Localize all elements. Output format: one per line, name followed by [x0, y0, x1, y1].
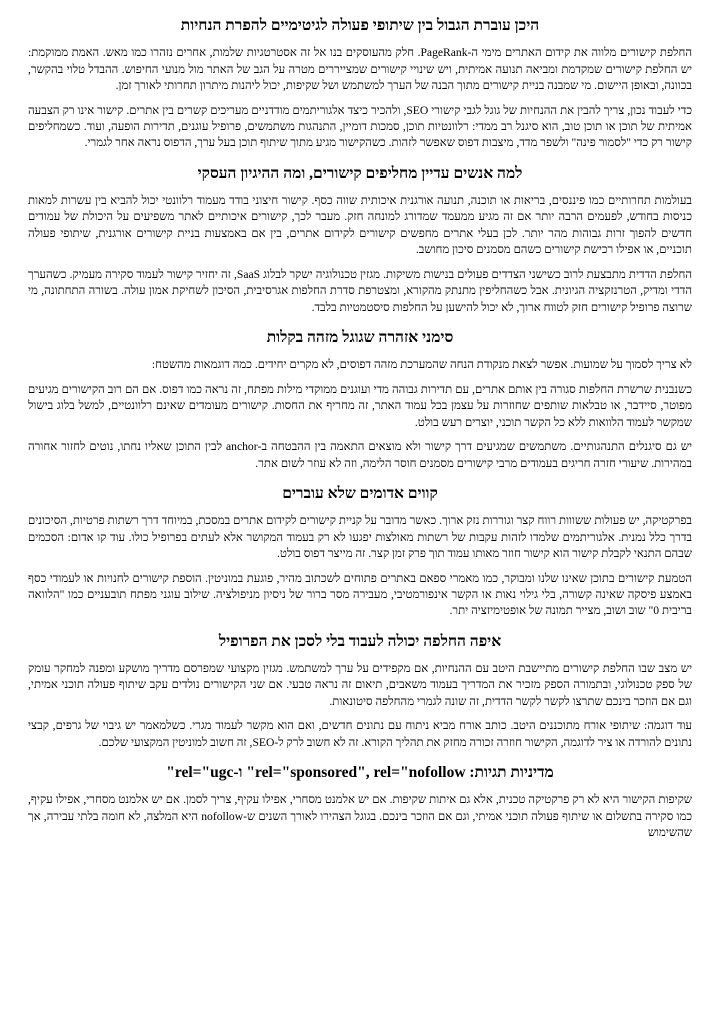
section-heading: סימני אזהרה שגוגל מזהה בקלות	[266, 329, 454, 347]
paragraph: כשנבנית שרשרת החלפות סגורה בין אותם אתרים, עם תדירות גבוהה מדי ועוגנים ממוקדי מילות מפתח, זה נראה כמו דפוס. אם הם רוב הקישורים מגיעים מפוטר, סיידבר, או טבלאות שותפים שחוזרות על עצמן בכל עמוד האתר, זה מחריף את החסות. קישורים מעומדים שאינם רלוונטיים, למשל בלוג בישול שמקשר לעמוד הלוואות ללא כל הקשר תוכני, יוצרים רעש בולט.	[28, 382, 692, 429]
document-section	[28, 763, 692, 842]
paragraph: בפרקטיקה, יש פעולות ששווות רווח קצר וגוררות נזק ארוך. כאשר מדובר על קניית קישורים לקידום אתרים במסכת, במיוחד דרך רשתות פרטיות, הסיכונים בדרך כלל נמנית. אלגוריתמים שלמדו לזהות עקבות של רשתות מאולצות יפגעו לא רק בעמוד המקושר אלא לעתים בפרופיל כולו. עוד קו אדום: הסכמים שבהם התנאי לקבלת קישור הוא קישור חוזר מאותו עמוד תוך פרק זמן קצר. זה מייצר דפוס בולט.	[28, 514, 692, 561]
document-section	[28, 632, 692, 751]
section-body	[28, 513, 692, 620]
document-section	[28, 16, 692, 152]
section-heading: למה אנשים עדיין מחליפים קישורים, ומה ההיגיון העסקי	[197, 164, 523, 182]
section-body	[28, 45, 692, 152]
document-section	[28, 328, 692, 472]
paragraph: שקיפות הקישור היא לא רק פרקטיקה טכנית, אלא גם איתות שקיפות. אם יש אלמנט מסחרי, אפילו עקיף, צריך לסמן. אם יש אלמנט מסחרי, אפילו עקיף, כמו סקירה בתשלום או שיתוף פעולה תוכני אמיתי, וגם אם הוזכר בינכם. בגוגל הצהירו לאורך השנים ש-nofollow היא המלצה, לא חומה בלתי עבירה, אך שהשימוש	[28, 793, 692, 840]
section-body	[28, 661, 692, 751]
section-heading: מדיניות תגיות: rel="sponsored", rel="nofollow" ו-rel="ugc"	[166, 764, 554, 782]
section-body	[28, 193, 692, 316]
paragraph: החלפת קישורים מלווה את קידום האתרים מימי ה-PageRank. חלק מהעוסקים בנו אל זה אסטרטגיות שלמות, אחרים נזהרו כמו מאש. האמת ממוקמת: יש החלפת קישורים שמקדמת ומביאה תנועה אמיתית, ויש שינויי קישורים שמצייררים מטרה על הגב של האתר מול מנועי החיפוש. ההבדל טלוי בהקשר, בכוונה, ובאופן היישום. מי שמבנה בניית קישורים מתוך הבנה של הערך למשתמש ושל שקיפות, יכול ליהנות מיתרון תחרותי לאורך זמן.	[28, 46, 693, 93]
document-section	[28, 164, 692, 316]
paragraph: לא צריך לסמוך על שמועות. אפשר לצאת מנקודת הנחה שהמערכת מזהה דפוסים, לא מקרים יחידים. כמה דוגמאות מהשטח:	[151, 358, 692, 372]
paragraph: כדי לעבוד נכון, צריך להבין את ההנחיות של גוגל לגבי קישורי SEO, ולהכיר כיצד אלגוריתמים מודדניים מעריכים קשרים בין אתרים. קישור אינו רק הצבעה אמיתית של תוכן או תוכן טוב, הוא סיגנל רב ממדי: רלוונטיות תוכן, סמכות דומיין, התנהגות משתמשים, פרופיל עוגנים, תדירות הופעה, ועוד. כשמחליפים קישור רק כדי "לסמור פינה" ולשפר מדד, מיצבות דפוס שאפשר לזהות. כשהקישור מגיע מתוך שיתוף תוכן בעל ערך, הדפוס נראה אחר לגמרי.	[28, 103, 692, 150]
section-heading: קווים אדומים שלא עוברים	[282, 485, 438, 503]
paragraph: יש גם סיגנלים התנהגותיים. משתמשים שמגיעים דרך קישור ולא מוצאים התאמה בין ההבטחה ב-anchor לבין התוכן שאליו נחתו, נוטים לחזור אחורה במהירות. שיעורי חזרה חריגים בעמודים מרבי קישורים מסמנים חוסר הלימה, וזה לא עוזר לשום אתר.	[28, 440, 692, 470]
section-body	[28, 792, 692, 841]
paragraph: הטמעת קישורים בתוכן שאינו שלנו ומבוקר, כמו מאמרי ספאם באתרים פתוחים לשכתוב מהיר, פוגעת במוניטין. הוספת קישורים לחנויות או לעמודי כסף באמצע פיסקה שאינה קשורה, בלי גילוי נאות או הקשר אינפורמטיבי, מעבירה מסר ברור של ניסיון מניפולציה. שילוב עוגני מפתח תובעניים כמו "הלוואה בריבית 0" שוב ושוב, מצייר תמונה של אופטימיזציה יתר.	[28, 571, 692, 618]
paragraph: בעולמות תחרותיים כמו פיננסים, בריאות או תוכנה, תנועה אורגנית איכותית שווה כסף. קישור חיצוני בודד מעמוד רלוונטי יכול להביא בין עשרות למאות כניסות בחודש, לפעמים הרבה יותר אם זה מגיע ממעמד שמדורג למונחה חזק. מעבר לכך, קישורים איכותיים לאתר משפיעים על היכולת של עמודים חדשים להפוך זרות גבוהות מהר יותר. לכן בעלי אתרים מחפשים קישורים לקידום אתרים, בין אם באמצעות בניית קישורים אורגנית, שיתופי פעולה תוכניים, או אפילו רכישת קישורים כשהם מסמנים סיכון מחושב.	[28, 194, 692, 257]
section-body	[28, 357, 692, 472]
paragraph: יש מצב שבו החלפת קישורים מתיישבת היטב עם ההנחיות, אם מקפידים על ערך למשתמש. מגזין מקצועי שמפרסם מדריך מושקע ומפנה למחקר עומק של ספק טכנולוגי, ובתמורה הספק מזכיר את המדריך בעמוד משאבים, תיאום זה נראה טבעי. אם שני הקישורים נולדים עקב שיתוף פעולה תוכני אמיתי, וגם אם הוזכר בינכם שתרצו לקשר לקשר הדדית, זה שונה לגמרי מהחלפה סיטונאות.	[28, 662, 692, 708]
paragraph: עוד דוגמה: שיתופי אורח מתוכננים היטב. כותב אורח מביא ניתוח עם נתונים חדשים, ואם הוא מקשר לעמוד מגרי. כשלמאמר יש גיבוי של גרפים, קבצי נתונים להורדה או ציר לדוגמה, הקישור חוזרה זכורה מחזק את תהליך הקורא. זה לא חשוב לרק ל-SEO, זה חשוב למוניטין המקצועי שלכם.	[28, 719, 692, 749]
document-section	[28, 484, 692, 620]
paragraph: החלפת הדדית מתבצעת לרוב כשישני הצדדים פעולים בנישות משיקות. מגזין טכנולוגיה ישקר לבלוג SaaS, זה יחזיר קישור לעמוד סקירה מעמיק. כשהערך הדדי ומדיק, הטרנזקציה הגיונית. אבל כשהחליפין מתנתק מהקורא, ומצטרפת סדרת החלפות אגרסיבית, הסיכון לשחיקת אמון עולה. בשורה התחתונה, מי שרוצה פרופיל קישורים חזק לטווח ארוך, לא יכול להישען על החלפות סיסטמטיות בלבד.	[28, 267, 692, 314]
section-heading: היכן עוברת הגבול בין שיתופי פעולה לגיטימיים להפרת הנחיות	[180, 17, 540, 34]
section-heading: איפה החלפה יכולה לעבוד בלי לסכן את הפרופיל	[218, 632, 502, 650]
